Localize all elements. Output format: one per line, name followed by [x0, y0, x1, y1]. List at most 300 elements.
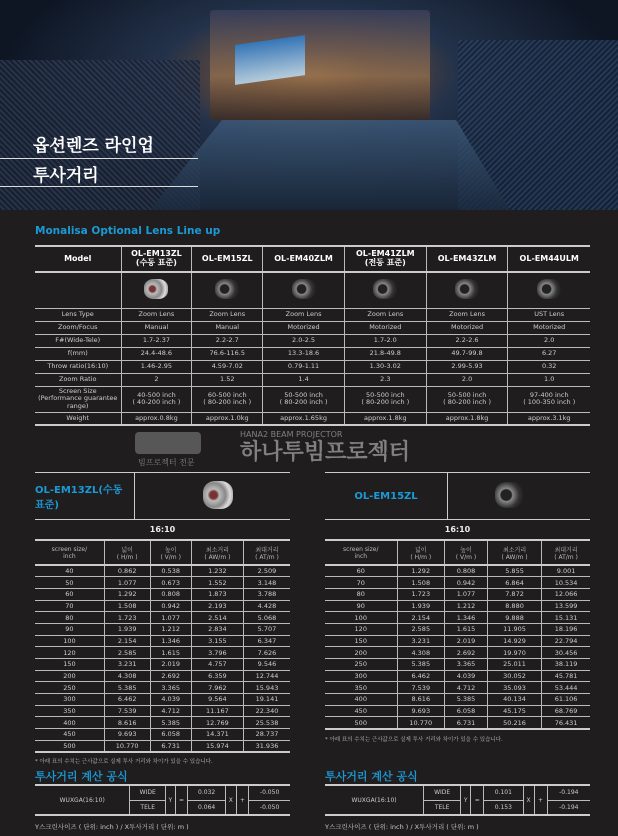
- model-sub: (전동 표준): [364, 258, 406, 267]
- column-header: screen size/ inch: [325, 540, 397, 565]
- spec-row: [35, 334, 590, 347]
- table-cell: 5.385: [150, 717, 191, 729]
- table-cell: 10.770: [104, 740, 150, 752]
- model-name: OL-EM43ZLM: [437, 253, 497, 263]
- table-row: [35, 623, 290, 635]
- table-cell: 45.781: [542, 670, 590, 682]
- table-row: [325, 694, 590, 706]
- spec-cell: [426, 386, 508, 412]
- table-cell: 3.365: [150, 682, 191, 694]
- screen-guarantee: ( 80-200 inch ): [443, 398, 492, 406]
- plus-sign: +: [534, 785, 547, 815]
- spec-cell: approx.1.65kg: [263, 412, 345, 425]
- column-header: 넓이 ( H/m ): [397, 540, 445, 565]
- spec-cell: 49.7-99.8: [426, 347, 508, 360]
- table-row: [325, 635, 590, 647]
- table-cell: 10.534: [542, 577, 590, 589]
- table-cell: 7.539: [397, 682, 445, 694]
- screen-size: 60-500 inch: [207, 390, 247, 399]
- spec-cell: approx.1.8kg: [344, 412, 426, 425]
- table-row: [325, 670, 590, 682]
- screen-guarantee: ( 80-200 inch ): [361, 398, 410, 406]
- table-cell: 200: [35, 670, 104, 682]
- spec-row: [35, 360, 590, 373]
- table-row: [325, 659, 590, 671]
- table-cell: 7.962: [191, 682, 243, 694]
- spec-row: [35, 347, 590, 360]
- spec-cell: Motorized: [263, 321, 345, 334]
- spec-cell: 1.0: [508, 373, 590, 386]
- table-cell: 1.939: [104, 623, 150, 635]
- table-cell: 25.011: [487, 659, 541, 671]
- table-cell: 28.737: [243, 729, 290, 741]
- table-cell: 13.599: [542, 600, 590, 612]
- table-cell: 22.794: [542, 635, 590, 647]
- table-cell: 19.970: [487, 647, 541, 659]
- table-cell: 80: [35, 612, 104, 624]
- y-symbol: Y: [166, 785, 176, 815]
- lens-image: [455, 279, 479, 299]
- table-cell: 0.808: [150, 588, 191, 600]
- lens-image: [215, 279, 239, 299]
- spec-cell: 2.0: [426, 373, 508, 386]
- watermark-logo: [135, 432, 201, 454]
- table-row: [35, 565, 290, 577]
- table-row: [325, 623, 590, 635]
- header-row: [35, 246, 590, 272]
- screen-guarantee: ( 80-200 inch ): [203, 398, 252, 406]
- divider: [0, 158, 198, 159]
- table-row: [35, 694, 290, 706]
- model-header: [426, 246, 508, 272]
- spec-cell: approx.1.0kg: [192, 412, 263, 425]
- table-cell: 2.193: [191, 600, 243, 612]
- row-label: Model: [35, 246, 121, 272]
- equals-sign: =: [175, 785, 188, 815]
- spec-cell: [508, 386, 590, 412]
- row-label: F#(Wide-Tele): [35, 334, 121, 347]
- table-cell: 150: [325, 635, 397, 647]
- screen-guarantee: ( 80-200 inch ): [279, 398, 328, 406]
- right-formula-table: [325, 784, 590, 816]
- table-cell: 12.066: [542, 588, 590, 600]
- table-cell: 6.731: [150, 740, 191, 752]
- table-cell: 90: [325, 600, 397, 612]
- column-header: 높이 ( V/m ): [445, 540, 488, 565]
- table-cell: 1.873: [191, 588, 243, 600]
- right-note: * 아래 표의 수치는 근사값으로 실제 투사 거리와 차이가 있을 수 있습니다.: [325, 737, 503, 743]
- model-name: OL-EM40ZLM: [274, 253, 333, 263]
- spec-cell: 0.79-1.11: [263, 360, 345, 373]
- table-cell: 4.712: [150, 705, 191, 717]
- table-cell: 0.673: [150, 577, 191, 589]
- lineup-title: Monalisa Optional Lens Line up: [35, 225, 221, 237]
- column-header: screen size/ inch: [35, 540, 104, 565]
- spec-cell: 2.0: [508, 334, 590, 347]
- spec-cell: approx.3.1kg: [508, 412, 590, 425]
- table-cell: 1.292: [397, 565, 445, 577]
- header-row: [35, 540, 290, 565]
- left-formula-caption: Y스크린사이즈 ( 단위: inch ) / X투사거리 ( 단위: m ): [35, 823, 189, 831]
- spec-row: [35, 308, 590, 321]
- tele-coefficient: 0.064: [188, 800, 226, 815]
- tele-constant: -0.050: [249, 800, 290, 815]
- spec-row: [35, 412, 590, 425]
- spec-cell: Manual: [192, 321, 263, 334]
- right-formula-caption: Y스크린사이즈 ( 단위: inch ) / X투사거리 ( 단위: m ): [325, 823, 479, 831]
- hero-banner: [0, 0, 618, 210]
- spec-cell: Motorized: [344, 321, 426, 334]
- table-cell: 120: [35, 647, 104, 659]
- table-cell: 6.864: [487, 577, 541, 589]
- row-label: Zoom/Focus: [35, 321, 121, 334]
- table-cell: 6.058: [150, 729, 191, 741]
- spec-cell: 2.0-2.5: [263, 334, 345, 347]
- table-cell: 350: [325, 682, 397, 694]
- spec-cell: approx.0.8kg: [121, 412, 192, 425]
- spec-cell: 1.52: [192, 373, 263, 386]
- table-cell: 4.712: [445, 682, 488, 694]
- table-cell: 1.723: [104, 612, 150, 624]
- spec-cell: [263, 386, 345, 412]
- spec-cell: Motorized: [508, 321, 590, 334]
- left-model-name: OL-EM13ZL(수동 표준): [35, 473, 135, 519]
- table-cell: 1.212: [150, 623, 191, 635]
- table-cell: 12.769: [191, 717, 243, 729]
- column-header: 최소거리 ( AW/m ): [191, 540, 243, 565]
- table-cell: 4.428: [243, 600, 290, 612]
- table-cell: 250: [325, 659, 397, 671]
- table-cell: 4.757: [191, 659, 243, 671]
- table-row: [35, 705, 290, 717]
- spec-cell: 1.4: [263, 373, 345, 386]
- model-header: [508, 246, 590, 272]
- table-cell: 40: [35, 565, 104, 577]
- table-cell: 5.855: [487, 565, 541, 577]
- column-header: 최대거리 ( AT/m ): [542, 540, 590, 565]
- table-cell: 0.942: [150, 600, 191, 612]
- table-cell: 50.216: [487, 717, 541, 729]
- table-cell: 6.058: [445, 705, 488, 717]
- table-cell: 6.462: [104, 694, 150, 706]
- table-cell: 2.154: [104, 635, 150, 647]
- table-cell: 1.508: [104, 600, 150, 612]
- spec-cell: 0.32: [508, 360, 590, 373]
- right-model-name: OL-EM15ZL: [325, 473, 448, 519]
- lens-image: [144, 279, 168, 299]
- table-row: [35, 577, 290, 589]
- table-cell: 70: [325, 577, 397, 589]
- spec-cell: Zoom Lens: [263, 308, 345, 321]
- row-label: Weight: [35, 412, 121, 425]
- spec-cell: [344, 386, 426, 412]
- right-model-header: [325, 472, 590, 520]
- table-cell: 400: [35, 717, 104, 729]
- table-cell: 300: [325, 670, 397, 682]
- table-cell: 2.019: [150, 659, 191, 671]
- row-label: Zoom Ratio: [35, 373, 121, 386]
- table-cell: 30.456: [542, 647, 590, 659]
- table-cell: 3.148: [243, 577, 290, 589]
- spec-row: [35, 373, 590, 386]
- table-row: [325, 682, 590, 694]
- table-cell: 1.723: [397, 588, 445, 600]
- formula-row-wide: [325, 785, 590, 800]
- tele-constant: -0.194: [547, 800, 590, 815]
- tele-coefficient: 0.153: [484, 800, 523, 815]
- table-cell: 3.231: [104, 659, 150, 671]
- table-cell: 35.093: [487, 682, 541, 694]
- x-symbol: X: [226, 785, 237, 815]
- table-cell: 9.693: [104, 729, 150, 741]
- wide-constant: -0.050: [249, 785, 290, 800]
- table-cell: 0.808: [445, 565, 488, 577]
- table-cell: 500: [325, 717, 397, 729]
- table-row: [35, 729, 290, 741]
- lens-image-cell: [426, 272, 508, 308]
- table-cell: 1.077: [104, 577, 150, 589]
- table-cell: 14.371: [191, 729, 243, 741]
- table-cell: 18.196: [542, 623, 590, 635]
- lens-image-cell: [508, 272, 590, 308]
- spec-cell: Motorized: [426, 321, 508, 334]
- table-cell: 9.546: [243, 659, 290, 671]
- format-label: WUXGA(16:10): [325, 785, 424, 815]
- table-row: [325, 588, 590, 600]
- table-row: [325, 717, 590, 729]
- lens-image-cell: [121, 272, 192, 308]
- table-cell: 1.939: [397, 600, 445, 612]
- table-cell: 1.212: [445, 600, 488, 612]
- table-cell: 31.936: [243, 740, 290, 752]
- table-cell: 12.744: [243, 670, 290, 682]
- arena-floor-image: [150, 120, 510, 210]
- table-cell: 450: [325, 705, 397, 717]
- table-cell: 1.346: [445, 612, 488, 624]
- spec-cell: 2.3: [344, 373, 426, 386]
- table-cell: 3.231: [397, 635, 445, 647]
- table-row: [35, 659, 290, 671]
- table-cell: 25.538: [243, 717, 290, 729]
- hero-subtitle: 투사거리: [33, 166, 99, 186]
- table-cell: 2.514: [191, 612, 243, 624]
- table-row: [35, 588, 290, 600]
- table-cell: 0.862: [104, 565, 150, 577]
- table-row: [35, 635, 290, 647]
- row-label: Screen Size (Performance guarantee range): [35, 386, 121, 412]
- table-cell: 15.131: [542, 612, 590, 624]
- table-cell: 9.888: [487, 612, 541, 624]
- table-row: [35, 670, 290, 682]
- table-cell: 5.707: [243, 623, 290, 635]
- table-row: [35, 647, 290, 659]
- divider: [0, 186, 198, 187]
- table-cell: 1.615: [445, 623, 488, 635]
- row-label: f(mm): [35, 347, 121, 360]
- lens-image: [203, 481, 233, 509]
- table-cell: 350: [35, 705, 104, 717]
- right-throw-table: [325, 539, 590, 730]
- tele-label: TELE: [130, 800, 166, 815]
- format-label: WUXGA(16:10): [35, 785, 130, 815]
- table-cell: 7.539: [104, 705, 150, 717]
- table-cell: 1.615: [150, 647, 191, 659]
- table-cell: 11.167: [191, 705, 243, 717]
- spec-cell: 2: [121, 373, 192, 386]
- table-cell: 2.154: [397, 612, 445, 624]
- model-header: [121, 246, 192, 272]
- tele-label: TELE: [424, 800, 461, 815]
- spec-cell: 2.2-2.7: [192, 334, 263, 347]
- table-cell: 3.788: [243, 588, 290, 600]
- table-row: [325, 647, 590, 659]
- formula-row-wide: [35, 785, 290, 800]
- table-cell: 0.942: [445, 577, 488, 589]
- table-row: [35, 600, 290, 612]
- table-cell: 2.585: [104, 647, 150, 659]
- table-cell: 400: [325, 694, 397, 706]
- table-row: [325, 577, 590, 589]
- table-cell: 40.134: [487, 694, 541, 706]
- table-cell: 9.001: [542, 565, 590, 577]
- table-cell: 500: [35, 740, 104, 752]
- wide-label: WIDE: [130, 785, 166, 800]
- table-cell: 4.308: [397, 647, 445, 659]
- table-cell: 450: [35, 729, 104, 741]
- column-header: 넓이 ( H/m ): [104, 540, 150, 565]
- spec-cell: 6.27: [508, 347, 590, 360]
- spec-cell: 2.2-2.6: [426, 334, 508, 347]
- spec-cell: 1.46-2.95: [121, 360, 192, 373]
- table-cell: 250: [35, 682, 104, 694]
- table-cell: 2.692: [445, 647, 488, 659]
- lens-image-cell: [192, 272, 263, 308]
- table-cell: 22.340: [243, 705, 290, 717]
- table-cell: 150: [35, 659, 104, 671]
- spec-cell: 1.30-3.02: [344, 360, 426, 373]
- table-cell: 8.880: [487, 600, 541, 612]
- table-cell: 3.155: [191, 635, 243, 647]
- spec-cell: approx.1.8kg: [426, 412, 508, 425]
- left-formula-title: 투사거리 계산 공식: [35, 770, 128, 783]
- left-formula-table: [35, 784, 290, 816]
- model-name: OL-EM15ZL: [201, 253, 253, 263]
- table-cell: 19.141: [243, 694, 290, 706]
- spec-cell: 21.8-49.8: [344, 347, 426, 360]
- model-name: OL-EM44ULM: [519, 253, 579, 263]
- left-model-header: [35, 472, 290, 520]
- table-cell: 300: [35, 694, 104, 706]
- table-cell: 38.119: [542, 659, 590, 671]
- column-header: 최대거리 ( AT/m ): [243, 540, 290, 565]
- spec-cell: 13.3-18.6: [263, 347, 345, 360]
- wide-coefficient: 0.101: [484, 785, 523, 800]
- model-header: [344, 246, 426, 272]
- left-throw-table: [35, 539, 290, 753]
- table-cell: 76.431: [542, 717, 590, 729]
- spec-row: [35, 386, 590, 412]
- spec-cell: Zoom Lens: [192, 308, 263, 321]
- spec-cell: Zoom Lens: [121, 308, 192, 321]
- table-cell: 1.346: [150, 635, 191, 647]
- table-cell: 10.770: [397, 717, 445, 729]
- screen-size: 50-500 inch: [284, 390, 323, 399]
- table-cell: 1.232: [191, 565, 243, 577]
- spec-cell: Zoom Lens: [426, 308, 508, 321]
- spec-cell: 4.59-7.02: [192, 360, 263, 373]
- table-row: [35, 612, 290, 624]
- table-cell: 14.929: [487, 635, 541, 647]
- right-formula-title: 투사거리 계산 공식: [325, 770, 418, 783]
- table-cell: 30.052: [487, 670, 541, 682]
- table-cell: 11.905: [487, 623, 541, 635]
- row-label: Lens Type: [35, 308, 121, 321]
- table-cell: 61.106: [542, 694, 590, 706]
- table-cell: 4.039: [150, 694, 191, 706]
- column-header: 최소거리 ( AW/m ): [487, 540, 541, 565]
- lens-image: [373, 279, 397, 299]
- table-row: [35, 682, 290, 694]
- left-note: * 아래 표의 수치는 근사값으로 실제 투사 거리와 차이가 있을 수 있습니다.: [35, 759, 213, 765]
- table-cell: 70: [35, 600, 104, 612]
- screen-size: 50-500 inch: [447, 390, 487, 399]
- table-cell: 68.769: [542, 705, 590, 717]
- row-label: [35, 272, 121, 308]
- table-cell: 2.509: [243, 565, 290, 577]
- image-row: [35, 272, 590, 308]
- table-cell: 1.552: [191, 577, 243, 589]
- table-cell: 1.508: [397, 577, 445, 589]
- table-cell: 4.308: [104, 670, 150, 682]
- table-cell: 3.796: [191, 647, 243, 659]
- column-header: 높이 ( V/m ): [150, 540, 191, 565]
- wide-coefficient: 0.032: [188, 785, 226, 800]
- table-cell: 2.692: [150, 670, 191, 682]
- spec-cell: 1.7-2.0: [344, 334, 426, 347]
- table-cell: 1.077: [445, 588, 488, 600]
- table-cell: 2.585: [397, 623, 445, 635]
- table-cell: 6.731: [445, 717, 488, 729]
- left-aspect-ratio: 16:10: [149, 525, 176, 534]
- spec-cell: [121, 386, 192, 412]
- table-cell: 15.974: [191, 740, 243, 752]
- table-row: [325, 612, 590, 624]
- lens-image-cell: [263, 272, 345, 308]
- screen-guarantee: ( 40-200 inch ): [132, 398, 181, 406]
- table-cell: 0.538: [150, 565, 191, 577]
- table-cell: 6.359: [191, 670, 243, 682]
- spec-cell: UST Lens: [508, 308, 590, 321]
- table-row: [325, 565, 590, 577]
- table-row: [325, 600, 590, 612]
- equals-sign: =: [471, 785, 484, 815]
- watermark-sub: 빔프로젝터 전문: [138, 458, 195, 467]
- table-cell: 9.693: [397, 705, 445, 717]
- lens-image: [495, 482, 523, 508]
- table-cell: 60: [325, 565, 397, 577]
- table-cell: 120: [325, 623, 397, 635]
- screen-guarantee: ( 100-350 inch ): [523, 398, 576, 406]
- table-cell: 2.019: [445, 635, 488, 647]
- model-name: OL-EM13ZL: [131, 249, 182, 259]
- spec-cell: 76.6-116.5: [192, 347, 263, 360]
- screen-size: 97-400 inch: [529, 390, 569, 399]
- table-cell: 53.444: [542, 682, 590, 694]
- table-cell: 100: [325, 612, 397, 624]
- watermark-text-en: HANA2 BEAM PROJECTOR: [240, 430, 343, 439]
- screen-size: 50-500 inch: [365, 390, 405, 399]
- watermark-text-ko: 하나투빔프로젝터: [240, 440, 411, 465]
